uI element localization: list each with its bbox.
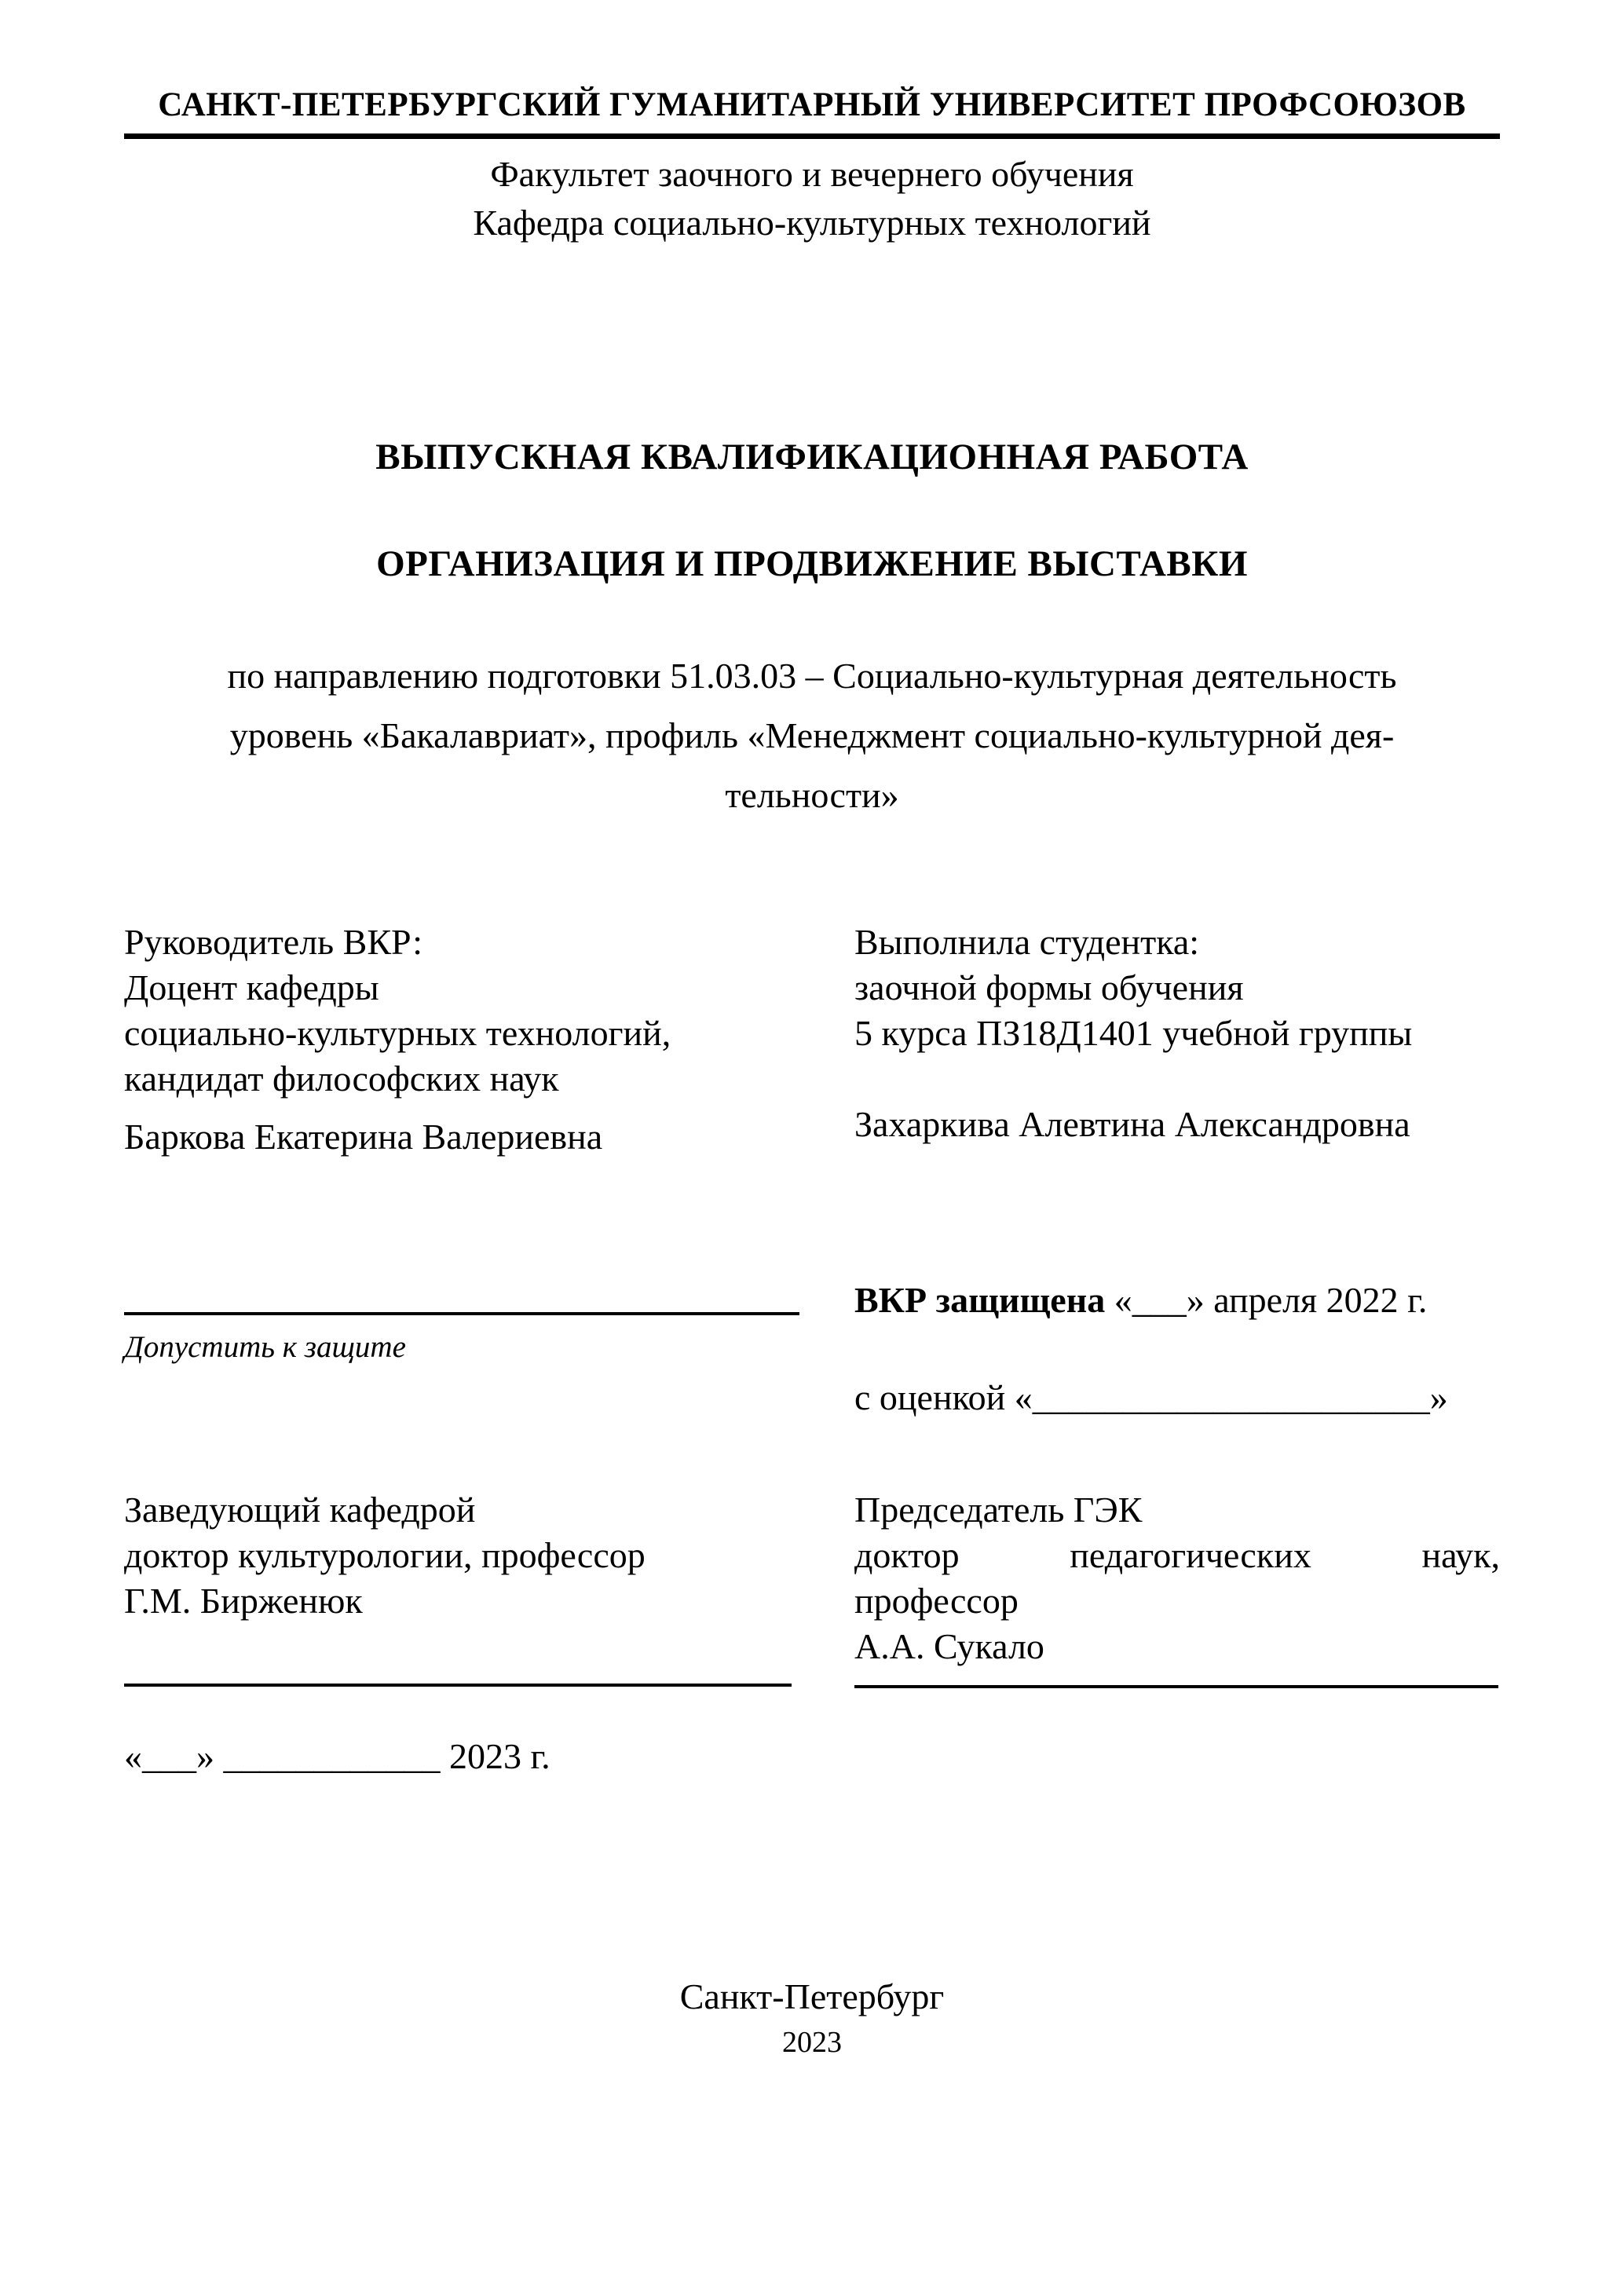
defended-date: «___» апреля 2022 г.	[1114, 1280, 1428, 1320]
supervisor-position-line: Доцент кафедры	[124, 967, 379, 1007]
gek-signature-rule	[854, 1685, 1498, 1688]
people-section	[124, 919, 1500, 1160]
supervisor-role-line: Руководитель ВКР:	[124, 922, 423, 962]
gek-degree-word-2: педагогических	[1070, 1535, 1311, 1575]
defended-line	[854, 1278, 1500, 1323]
gek-block	[854, 1487, 1500, 1779]
blank-line	[854, 1056, 1500, 1102]
program-line-3: тельности»	[725, 775, 899, 815]
defended-label: ВКР защищена	[854, 1280, 1106, 1320]
head-dept-degree-line: доктор культурологии, профессор	[124, 1535, 646, 1575]
signatories-section	[124, 1487, 1500, 1779]
supervisor-department-line: социально-культурных технологий,	[124, 1013, 671, 1053]
defended-block	[854, 1278, 1500, 1420]
program-line-1: по направлению подготовки 51.03.03 – Социально-культурная деятельность	[227, 656, 1397, 696]
thesis-title: ОРГАНИЗАЦИЯ И ПРОДВИЖЕНИЕ ВЫСТАВКИ	[376, 543, 1248, 584]
city-line: Санкт-Петербург	[679, 1976, 945, 2016]
head-dept-signature-rule	[124, 1684, 792, 1687]
supervisor-name: Баркова Екатерина Валериевна	[124, 1117, 603, 1157]
year-line: 2023	[782, 2026, 842, 2059]
work-type-title: ВЫПУСКНАЯ КВАЛИФИКАЦИОННАЯ РАБОТА	[375, 437, 1249, 477]
university-header: САНКТ-ПЕТЕРБУРГСКИЙ ГУМАНИТАРНЫЙ УНИВЕРСИТЕТ ПРОФСОЮЗОВ	[158, 86, 1466, 123]
admit-label: Допустить к защите	[124, 1330, 406, 1364]
gek-degree-word-3: наук,	[1421, 1535, 1500, 1575]
gek-name: А.А. Сукало	[854, 1626, 1044, 1666]
head-dept-block	[124, 1487, 854, 1779]
head-dept-title-line: Заведующий кафедрой	[124, 1490, 476, 1530]
gek-degree-word-1: доктор	[854, 1535, 960, 1575]
department-line: Кафедра социально-культурных технологий	[473, 203, 1151, 243]
gek-professor-line: профессор	[854, 1581, 1019, 1621]
student-role-line: Выполнила студентка:	[854, 922, 1200, 962]
student-group-line: 5 курса ПЗ18Д1401 учебной группы	[854, 1013, 1413, 1053]
supervisor-degree-line: кандидат философских наук	[124, 1058, 559, 1099]
admit-signature-rule	[124, 1312, 799, 1315]
program-paragraph	[124, 646, 1500, 825]
approval-section	[124, 1278, 1500, 1420]
student-block	[854, 919, 1500, 1160]
supervisor-block	[124, 919, 854, 1160]
gek-degree-line	[854, 1533, 1500, 1578]
student-form-line: заочной формы обучения	[854, 967, 1244, 1007]
head-dept-name: Г.М. Бирженюк	[124, 1581, 363, 1621]
faculty-line: Факультет заочного и вечернего обучения	[490, 154, 1134, 194]
admit-block	[124, 1278, 854, 1420]
grade-line: с оценкой «______________________»	[854, 1377, 1448, 1417]
date-line: «___» ____________ 2023 г.	[124, 1736, 550, 1776]
program-line-2: уровень «Бакалавриат», профиль «Менеджмент социально-культурной дея-	[229, 715, 1395, 755]
header-rule	[124, 133, 1500, 139]
student-name: Захаркива Алевтина Александровна	[854, 1104, 1410, 1144]
gek-title-line: Председатель ГЭК	[854, 1490, 1143, 1530]
